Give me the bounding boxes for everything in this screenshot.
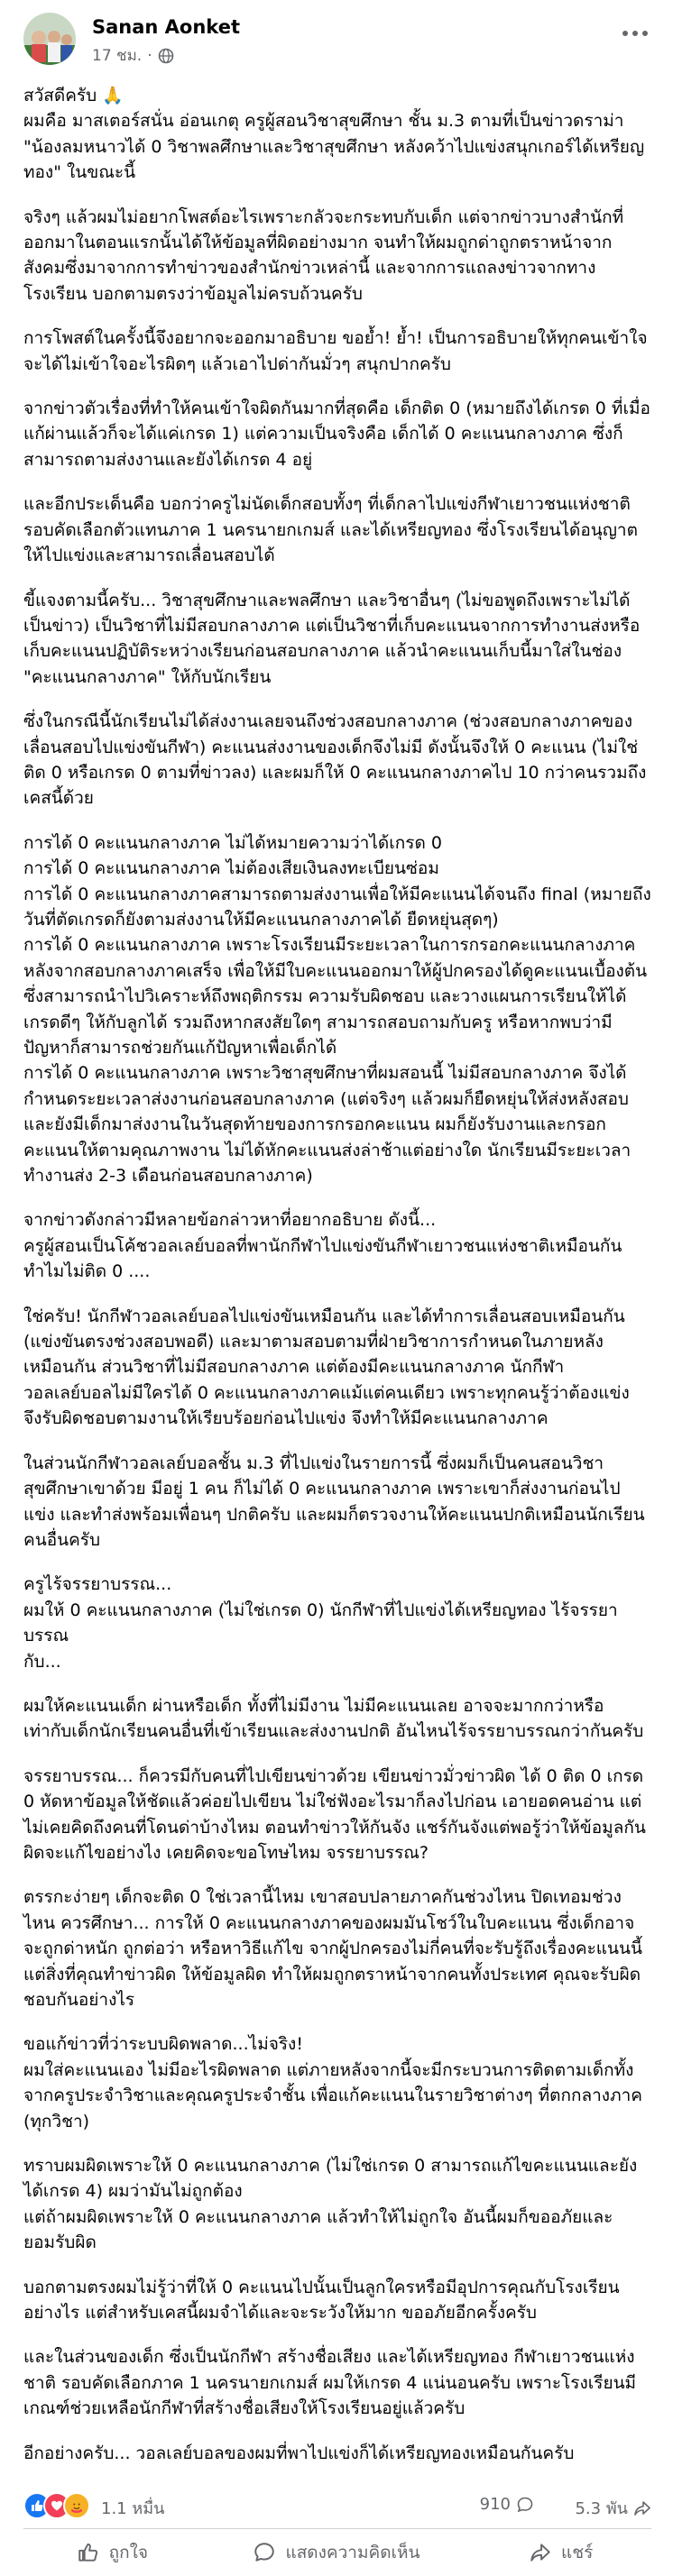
comment-button-label: แสดงความคิดเห็น	[285, 2543, 420, 2562]
post-paragraph: ทราบผมผิดเพราะให้ 0 คะแนนกลางภาค (ไม่ใช่เกรด 0 สามารถแก้ไขคะแนนและยังได้เกรด 4) ผมว่ามันไม่ถูกต้อง แต่ถ้าผมผิดเพราะให้ 0 คะแนนกลางภาค แล้วทำให้ไม่ถูกใจ อันนี้ผมก็ขออภัยและยอมรับผิด	[23, 2156, 638, 2253]
post-paragraph: จริงๆ แล้วผมไม่อยากโพสต์อะไรเพราะกลัวจะกระทบกับเด็ก แต่จากข่าวบางสำนักที่ออกมาในตอนแรกนั้นได้ให้ข้อมูลที่ผิดอย่างมาก จนทำให้ผมถูกด่าถูกตราหน้าจากสังคมซึ่งมาจากการทำข่าวของสำนักข่าวเหล่านี้ และจากการแถลงข่าวจากทางโรงเรียน บอกตามตรงว่าข้อมูลไม่ครบถ้วนครับ	[23, 206, 624, 304]
post-paragraph: ขอแก้ข่าวที่ว่าระบบผิดพลาด...ไม่จริง! ผมใส่คะแนนเอง ไม่มีอะไรผิดพลาด แต่ภายหลังจากนี้จะมีกระบวนการติดตามเด็กทั้งจากครูประจำวิชาและคุณครูประจำชั้น เพื่อแก้คะแนนในรายวิชาต่างๆ ที่ตกกลางภาค (ทุกวิชา)	[23, 2034, 642, 2131]
post-paragraph: จากข่าวดังกล่าวมีหลายข้อกล่าวหาที่อยากอธิบาย ดังนี้... ครูผู้สอนเป็นโค้ชวอลเลย์บอลที่พานักกีฬาไปแข่งขันกีฬาเยาวชนแห่งชาติเหมือนกัน ทำไมไม่ติด 0 ....	[23, 1210, 622, 1282]
post-paragraph: ตรรกะง่ายๆ เด็กจะติด 0 ใช่เวลานี้ไหม เขาสอบปลายภาคกันช่วงไหน ปิดเทอมช่วงไหน ควรศึกษา... การให้ 0 คะแนนกลางภาคของผมมันโชว์ในใบคะแนน ซึ่งเด็กอาจจะถูกด่าหนัก ถูกต่อว่า หรือหาวิธีแก้ไข จากผู้ปกครองไม่กี่คนที่จะรับรู้ถึงเรื่องคะแนนนี้ แต่สิ่งที่คุณทำข่าวผิด ให้ข้อมูลผิด ทำให้ผมถูกตราหน้าจากคนทั้งประเทศ คุณจะรับผิดชอบกันอย่างไร	[23, 1887, 649, 2010]
like-button-label: ถูกใจ	[108, 2543, 149, 2562]
comment-count-value: 910	[479, 2495, 511, 2514]
comment-count[interactable]	[480, 2495, 534, 2514]
share-arrow-icon	[529, 2541, 552, 2564]
more-options-button[interactable]	[617, 20, 653, 47]
meta-separator: ·	[147, 46, 152, 65]
post-paragraph: อีกอย่างครับ... วอลเลย์บอลของผมที่พาไปแข่งก็ได้เหรียญทองเหมือนกันครับ	[23, 2443, 575, 2463]
share-count[interactable]	[575, 2495, 651, 2521]
avatar[interactable]	[23, 13, 76, 65]
share-count-value: 5.3 พัน	[575, 2499, 628, 2518]
post-paragraph: จรรยาบรรณ... ก็ควรมีกับคนที่ไปเขียนข่าวด้วย เขียนข่าวมั่วข่าวผิด ได้ 0 ติด 0 เกรด 0 หัดหาข้อมูลให้ชัดแล้วค่อยไปเขียน ไม่ใช่ฟังอะไรมาก็ลงไปก่อน เอายอดคนอ่าน แต่ไม่เคยคิดถึงคนที่โดนด่าบ้างไหม ตอนทำข่าวให้กันจัง แชร์กันจังแต่พอรู้ว่าให้ข้อมูลกันผิดจะแก้ไขอย่างไง เคยคิดจะขอโทษไหม จรรยาบรรณ?	[23, 1765, 650, 1863]
post-paragraph: ใช่ครับ! นักกีฬาวอลเลย์บอลไปแข่งขันเหมือนกัน และได้ทำการเลื่อนสอบเหมือนกัน (แข่งขันตรงช่วงสอบพอดี) และมาตามสอบตามที่ฝ่ายวิชาการกำหนดในภายหลังเหมือนกัน ส่วนวิชาที่ไม่มีสอบกลางภาค แต่ต้องมีคะแนนกลางภาค นักกีฬาวอลเลย์บอลไม่มีใครได้ 0 คะแนนกลางภาคแม้แต่คนเดียว เพราะทุกคนรู้ว่าต้องแข่ง จึงรับผิดชอบตามงานให้เรียบร้อยก่อนไปแข่ง จึงทำให้มีคะแนนกลางภาค	[23, 1306, 635, 1429]
action-divider	[23, 2528, 651, 2529]
reaction-icons[interactable]	[23, 2492, 83, 2519]
comment-button[interactable]	[225, 2532, 449, 2573]
share-button-label: แชร์	[561, 2543, 594, 2562]
more-dot	[632, 31, 638, 36]
post-body	[23, 83, 651, 2485]
post-paragraph: บอกตามตรงผมไม่รู้ว่าที่ให้ 0 คะแนนไปนั้นเป็นลูกใครหรือมีอุปการคุณกับโรงเรียนอย่างไร แต่สำหรับเคสนี้ผมจำได้และจะระวังให้มาก ขออภัยอีกครั้งครับ	[23, 2277, 620, 2324]
avatar-photo	[23, 13, 76, 65]
post-meta	[92, 43, 174, 68]
post-paragraph: ครูไร้จรรยาบรรณ... ผมให้ 0 คะแนนกลางภาค (ไม่ใช่เกรด 0) นักกีฬาที่ไปแข่งได้เหรียญทอง ไร้จรรยาบรรณ กับ...	[23, 1574, 618, 1672]
post-actions	[0, 2532, 673, 2573]
post-paragraph: ในส่วนนักกีฬาวอลเลย์บอลชั้น ม.3 ที่ไปแข่งในรายการนี้ ซึ่งผมก็เป็นคนสอนวิชาสุขศึกษาเขาด้วย มีอยู่ 1 คน ก็ไม่ได้ 0 คะแนนกลางภาค เพราะเขาก็ส่งงานก่อนไปแข่ง และทำส่งพร้อมเพื่อนๆ ปกติครับ และผมก็ตรวจงานให้คะแนนปกติเหมือนนักเรียนคนอื่นครับ	[23, 1453, 645, 1550]
comment-small-icon	[516, 2496, 534, 2514]
like-button[interactable]	[0, 2532, 225, 2573]
share-button[interactable]	[448, 2532, 673, 2573]
post-paragraph: ผมให้คะแนนเด็ก ผ่านหรือเด็ก ทั้งที่ไม่มีงาน ไม่มีคะแนนเลย อาจจะมากกว่าหรือเท่ากับเด็กนักเรียนคนอื่นที่เข้าเรียนและส่งงานปกติ อันไหนไร้จรรยาบรรณกว่ากันครับ	[23, 1695, 644, 1742]
post-paragraph: ซึ่งในกรณีนี้นักเรียนไม่ได้ส่งงานเลยจนถึงช่วงสอบกลางภาค (ช่วงสอบกลางภาคของเลื่อนสอบไปแข่งขันกีฬา) คะแนนส่งงานของเด็กจึงไม่มี ดังนั้นจึงให้ 0 คะแนน (ไม่ใช่ติด 0 หรือเกรด 0 ตามที่ข่าวลง) และผมก็ให้ 0 คะแนนกลางภาคไป 10 กว่าคนรวมถึงเคสนี้ด้วย	[23, 711, 647, 809]
post-paragraph: จากข่าวตัวเรื่องที่ทำให้คนเข้าใจผิดกันมากที่สุดคือ เด็กติด 0 (หมายถึงได้เกรด 0 ที่เมื่อแก้ผ่านแล้วก็จะได้แค่เกรด 1) แต่ความเป็นจริงคือ เด็กได้ 0 คะแนนกลางภาค ซึ่งก็สามารถตามส่งงานและยังได้เกรด 4 อยู่	[23, 399, 650, 470]
more-dots-icon	[622, 31, 628, 36]
reactions-bar	[23, 2489, 651, 2523]
speech-bubble-icon	[253, 2541, 276, 2564]
more-dot	[642, 31, 648, 36]
post-paragraph: การโพสต์ในครั้งนี้จึงอยากจะออกมาอธิบาย ขอย้ำ! ย้ำ! เป็นการอธิบายให้ทุกคนเข้าใจ จะได้ไม่เข้าใจอะไรผิดๆ แล้วเอาไปด่ากันมั่วๆ สนุกปากครับ	[23, 328, 653, 374]
post-header	[0, 0, 673, 78]
post-paragraph: ขี้แจงตามนี้ครับ... วิชาสุขศึกษาและพลศึกษา และวิชาอื่นๆ (ไม่ขอพูดถึงเพราะไม่ได้เป็นข่าว) เป็นวิชาที่ไม่มีสอบกลางภาค แต่เป็นวิชาที่เก็บคะแนนจากการทำงานส่งหรือเก็บคะแนนปฏิบัติระหว่างเรียนก่อนสอบกลางภาค แล้วนำคะแนนเก็บนี้มาใส่ในช่อง "คะแนนกลางภาค" ให้กับนักเรียน	[23, 590, 641, 687]
care-reaction-icon	[63, 2492, 90, 2519]
post-paragraph: สวัสดีครับ 🙏 ผมคือ มาสเตอร์สนั่น อ่อนเกตุ ครูผู้สอนวิชาสุขศึกษา ชั้น ม.3 ตามที่เป็นข่าวดราม่า "น้องลมหนาวได้ 0 วิชาพลศึกษาและวิชาสุขศึกษา หลังคว้าไปแข่งสนุกเกอร์ได้เหรียญทอง" ในขณะนี้	[23, 86, 645, 183]
thumbs-up-icon	[77, 2541, 100, 2564]
post-paragraph: การได้ 0 คะแนนกลางภาค ไม่ได้หมายความว่าได้เกรด 0 การได้ 0 คะแนนกลางภาค ไม่ต้องเสียเงินลงทะเบียนซ่อม การได้ 0 คะแนนกลางภาคสามารถตามส่งงานเพื่อให้มีคะแนนได้จนถึง final (หมายถึง วันที่ตัดเกรดก็ยังตามส่งงานให้มีคะแนนกลางภาคได้ ยืดหยุ่นสุดๆ) การได้ 0 คะแนนกลางภาค เพราะโรงเรียนมีระยะเวลาในการกรอกคะแนนกลางภาคหลังจากสอบกลางภาคเสร็จ เพื่อให้มีใบคะแนนออกมาให้ผู้ปกครองได้ดูคะแนนเบื้องต้น ซึ่งสามารถนำไปวิเคราะห์ถึงพฤติกรรม ความรับผิดชอบ และวางแผนการเรียนให้ได้เกรดดีๆ ให้กับลูกได้ รวมถึงหากสงสัยใดๆ สามารถสอบถามกับครู หรือหากพบว่ามีปัญหาก็สามารถช่วยกันแก้ปัญหาเพื่อเด็กได้ การได้ 0 คะแนนกลางภาค เพราะวิชาสุขศึกษาที่ผมสอนนี้ ไม่มีสอบกลางภาค จึงได้กำหนดระยะเวลาส่งงานก่อนสอบกลางภาค (แต่จริงๆ แล้วผมก็ยืดหยุ่นให้ส่งหลังสอบ และยังมีเด็กมาส่งงานในวันสุดท้ายของการกรอกคะแนน ผมก็ยังรับงานและกรอกคะแนนให้ตามคุณภาพงาน ไม่ได้หักคะแนนส่งล่าช้าแต่อย่างใด นักเรียนมีระยะเวลาทำงานส่ง 2-3 เดือนก่อนสอบกลางภาค)	[23, 832, 651, 1187]
post-paragraph: และอีกประเด็นคือ บอกว่าครูไม่นัดเด็กสอบทั้งๆ ที่เด็กลาไปแข่งกีฬาเยาวชนแห่งชาติ รอบคัดเลือกตัวแทนภาค 1 นครนายกเกมส์ และได้เหรียญทอง ซึ่งโรงเรียนได้อนุญาตให้ไปแข่งและสามารถเลื่อนสอบได้	[23, 494, 638, 566]
post-time[interactable]: 17 ชม.	[92, 47, 143, 65]
reaction-count[interactable]: 1.1 หมื่น	[101, 2499, 165, 2518]
author-name[interactable]: Sanan Aonket	[92, 16, 240, 38]
globe-icon[interactable]	[158, 48, 174, 64]
share-small-icon	[633, 2499, 651, 2517]
post-paragraph: และในส่วนของเด็ก ซึ่งเป็นนักกีฬา สร้างชื่อเสียง และได้เหรียญทอง กีฬาเยาวชนแห่งชาติ รอบคัดเลือกภาค 1 นครนายกเกมส์ ผมให้เกรด 4 แน่นอนครับ เพราะโรงเรียนมีเกณฑ์ช่วยเหลือนักกีฬาที่สร้างชื่อเสียงให้โรงเรียนอยู่แล้วครับ	[23, 2347, 637, 2419]
